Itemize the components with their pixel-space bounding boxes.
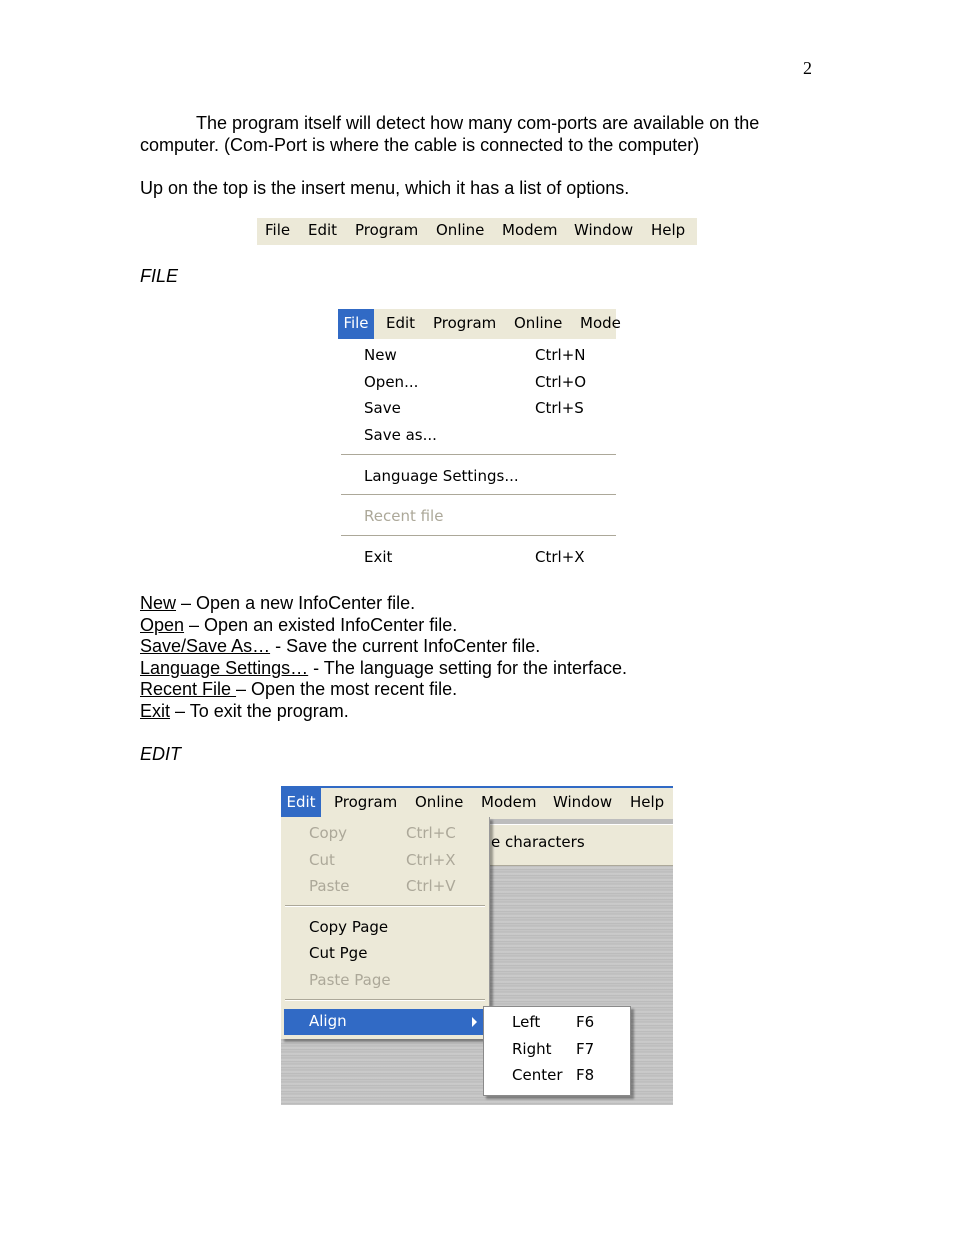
definition: – Open a new InfoCenter file.: [176, 593, 416, 613]
paragraph: Up on the top is the insert menu, which it has a list of options.: [140, 178, 630, 198]
menu-file[interactable]: File: [265, 221, 291, 239]
menu-program[interactable]: Program: [334, 793, 398, 811]
page-number: 2: [803, 58, 812, 78]
submenu-item-left[interactable]: Left: [512, 1013, 541, 1031]
edit-menu-screenshot: [281, 786, 673, 1105]
paragraph-line: computer. (Com-Port is where the cable is connected to the computer): [140, 135, 700, 155]
description-new: [140, 593, 415, 614]
shortcut-center: F8: [576, 1066, 595, 1084]
menu-item-recent-file: Recent file: [364, 507, 444, 525]
definition: – Open the most recent file.: [236, 679, 458, 699]
menu-separator: [341, 535, 616, 537]
menu-item-cut-page[interactable]: Cut Pge: [309, 944, 368, 962]
background-text: e characters: [491, 833, 585, 851]
menu-item-new[interactable]: New: [364, 346, 397, 364]
shortcut-new: Ctrl+N: [535, 346, 586, 364]
description-save: [140, 636, 540, 657]
align-submenu: [483, 1006, 631, 1096]
shortcut-left: F6: [576, 1013, 595, 1031]
toolbar-strip: [486, 824, 673, 866]
menu-edit[interactable]: Edit: [308, 221, 338, 239]
menu-item-paste: Paste: [309, 877, 350, 895]
shortcut-exit: Ctrl+X: [535, 548, 585, 566]
menu-item-language-settings[interactable]: Language Settings...: [364, 467, 519, 485]
menu-item-paste-page: Paste Page: [309, 971, 391, 989]
shortcut-cut: Ctrl+X: [406, 851, 456, 869]
term: New: [140, 593, 177, 613]
shortcut-copy: Ctrl+C: [406, 824, 456, 842]
shortcut-save: Ctrl+S: [535, 399, 584, 417]
menu-item-align[interactable]: [284, 1009, 483, 1035]
shortcut-paste: Ctrl+V: [406, 877, 456, 895]
menu-item-copy-page[interactable]: Copy Page: [309, 918, 389, 936]
description-recent-file: [140, 679, 457, 700]
menu-separator: [341, 494, 616, 496]
shortcut-open: Ctrl+O: [535, 373, 587, 391]
menu-window[interactable]: Window: [574, 221, 634, 239]
menu-edit[interactable]: Edit: [386, 314, 416, 332]
menu-item-copy: Copy: [309, 824, 348, 842]
menu-edit-selected[interactable]: Edit: [281, 788, 321, 817]
paragraph-line: The program itself will detect how many com-ports are available on the: [196, 113, 760, 133]
menu-item-open[interactable]: Open...: [364, 373, 419, 391]
menu-modem[interactable]: Modem: [481, 793, 537, 811]
submenu-item-center[interactable]: Center: [512, 1066, 563, 1084]
section-heading-file: FILE: [140, 266, 179, 286]
menu-online[interactable]: Online: [436, 221, 485, 239]
description-exit: [140, 701, 349, 722]
term: Open: [140, 615, 185, 635]
menu-file-selected[interactable]: File: [338, 309, 374, 339]
shortcut-right: F7: [576, 1040, 595, 1058]
submenu-arrow-icon: [472, 1017, 477, 1027]
menu-modem[interactable]: Mode: [580, 314, 621, 332]
term: Recent File: [140, 679, 237, 699]
menu-separator: [285, 905, 485, 907]
menu-program[interactable]: Program: [433, 314, 497, 332]
menu-separator: [341, 454, 616, 456]
menu-help[interactable]: Help: [651, 221, 686, 239]
menu-item-align-label: Align: [309, 1012, 347, 1030]
menu-online[interactable]: Online: [415, 793, 464, 811]
menu-program[interactable]: Program: [355, 221, 419, 239]
description-language: [140, 658, 627, 679]
definition: – To exit the program.: [170, 701, 349, 721]
definition: – Open an existed InfoCenter file.: [184, 615, 458, 635]
file-dropdown: [338, 339, 616, 574]
description-open: [140, 615, 457, 636]
menu-item-save[interactable]: Save: [364, 399, 401, 417]
edit-dropdown: [281, 817, 490, 1039]
section-heading-edit: EDIT: [140, 744, 182, 764]
menu-item-exit[interactable]: Exit: [364, 548, 393, 566]
term: Language Settings…: [140, 658, 309, 678]
menu-item-save-as[interactable]: Save as...: [364, 426, 437, 444]
term: Exit: [140, 701, 171, 721]
menu-item-cut: Cut: [309, 851, 335, 869]
edit-menu-bar: [281, 786, 673, 819]
file-menu-bar: [338, 309, 621, 339]
submenu-item-right[interactable]: Right: [512, 1040, 552, 1058]
definition: - Save the current InfoCenter file.: [270, 636, 541, 656]
menu-window[interactable]: Window: [553, 793, 613, 811]
menu-separator: [285, 999, 485, 1001]
menu-help[interactable]: Help: [630, 793, 665, 811]
main-menu-bar: [257, 218, 697, 245]
menu-online[interactable]: Online: [514, 314, 563, 332]
definition: - The language setting for the interface.: [308, 658, 628, 678]
menu-modem[interactable]: Modem: [502, 221, 558, 239]
term: Save/Save As…: [140, 636, 271, 656]
